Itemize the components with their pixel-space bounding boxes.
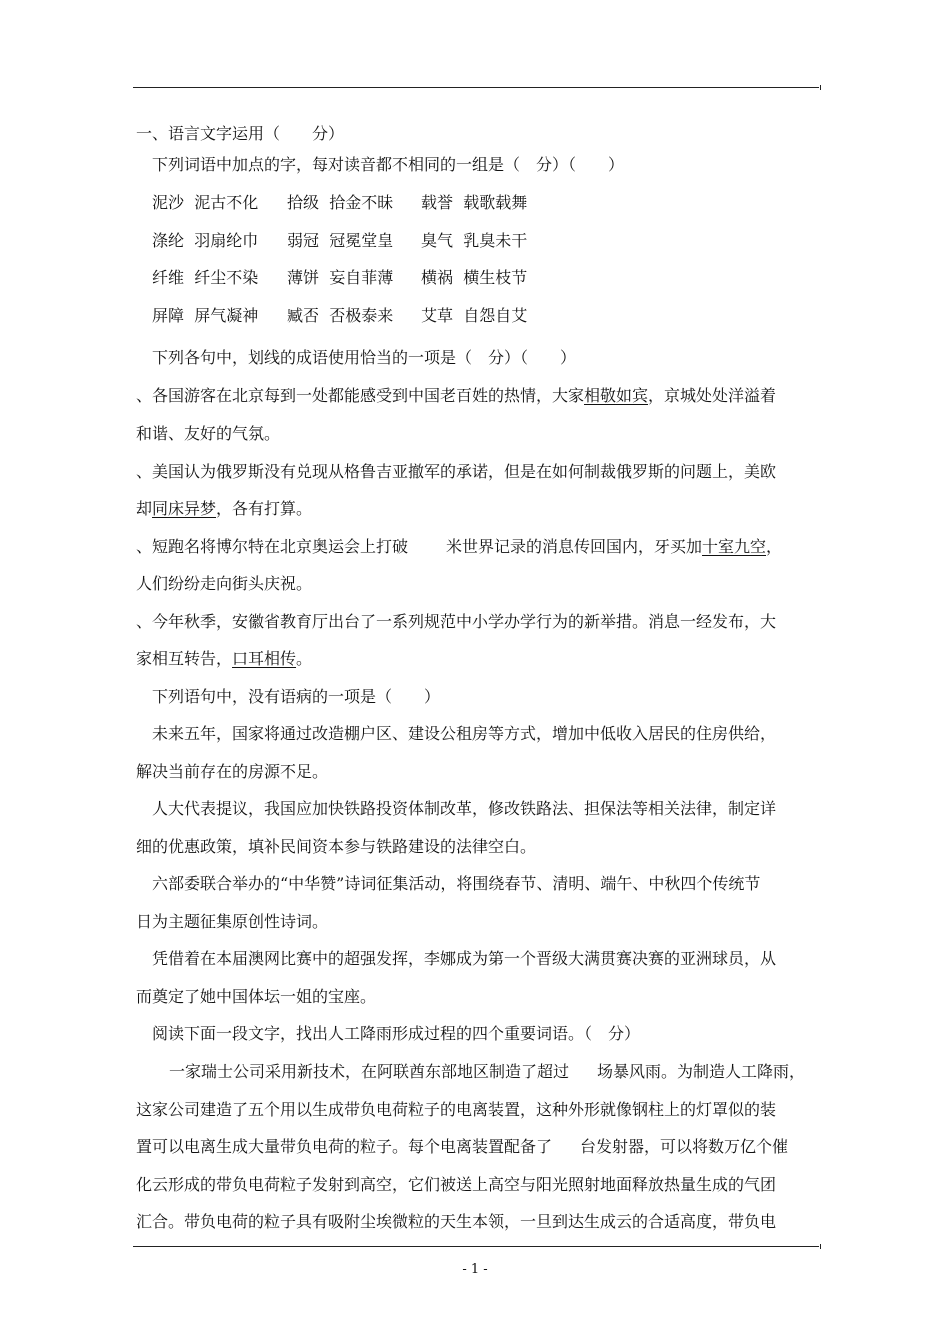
q1-r2-g1: 涤纶 羽扇纶巾	[152, 231, 259, 250]
q3-option-a-line1: 未来五年，国家将通过改造棚户区、建设公租房等方式，增加中低收入居民的住房供给，	[152, 724, 777, 743]
q3-option-c-line2: 日为主题征集原创性诗词。	[136, 912, 329, 931]
q4-passage-line1: 一家瑞士公司采用新技术，在阿联酋东部地区制造了超过 场暴风雨。为制造人工降雨，	[169, 1062, 806, 1081]
section-title: 一、语言文字运用（ 分）	[136, 124, 345, 143]
q1-r3-g1: 纤维 纤尘不染	[152, 268, 259, 287]
q4-passage-line4: 化云形成的带负电荷粒子发射到高空，它们被送上高空与阳光照射地面释放热量生成的气团	[136, 1175, 777, 1194]
q3-option-a-line2: 解决当前存在的房源不足。	[136, 762, 329, 781]
q1-r3-g3: 横祸 横生枝节	[421, 268, 528, 287]
q3-stem: 下列语句中，没有语病的一项是（ ）	[152, 687, 441, 706]
q2-option-a-line1: 、各国游客在北京每到一处都能感受到中国老百姓的热情，大家相敬如宾，京城处处洋溢着	[136, 386, 777, 405]
q1-r3-g2: 薄饼 妄自菲薄	[287, 268, 394, 287]
q3-option-c-line1: 六部委联合举办的“中华赞”诗词征集活动，将围绕春节、清明、端午、中秋四个传统节	[152, 874, 761, 893]
q2-option-d-line1: 、今年秋季，安徽省教育厅出台了一系列规范中小学办学行为的新举措。消息一经发布，大	[136, 612, 777, 631]
q1-r4-g1: 屏障 屏气凝神	[152, 306, 259, 325]
q1-stem: 下列词语中加点的字，每对读音都不相同的一组是（ 分）（ ）	[152, 155, 625, 174]
q2-option-a-line2: 和谐、友好的气氛。	[136, 424, 281, 443]
q2-a-idiom: 相敬如宾	[584, 386, 649, 405]
q1-r2-g3: 臭气 乳臭未干	[421, 231, 528, 250]
q1-r4-g3: 艾草 自怨自艾	[421, 306, 528, 325]
q2-c-idiom: 十室九空	[702, 537, 767, 556]
footer-rule	[133, 1246, 819, 1247]
q2-b-idiom: 同床异梦	[152, 499, 217, 518]
q4-passage-line5: 汇合。带负电荷的粒子具有吸附尘埃微粒的天生本领，一旦到达生成云的合适高度，带负电	[136, 1212, 777, 1231]
q1-r1-g1: 泥沙 泥古不化	[152, 193, 259, 212]
q2-option-b-line1: 、美国认为俄罗斯没有兑现从格鲁吉亚撤军的承诺，但是在如何制裁俄罗斯的问题上，美欧	[136, 462, 777, 481]
q4-stem: 阅读下面一段文字，找出人工降雨形成过程的四个重要词语。（ 分）	[152, 1024, 641, 1043]
q2-option-c-line2: 人们纷纷走向街头庆祝。	[136, 574, 313, 593]
q2-option-c-line1: 、短跑名将博尔特在北京奥运会上打破 米世界记录的消息传回国内，牙买加十室九空，	[136, 537, 783, 556]
q2-option-b-line2: 却同床异梦，各有打算。	[136, 499, 313, 518]
q4-passage-line3: 置可以电离生成大量带负电荷的粒子。每个电离装置配备了 台发射器，可以将数万亿个催	[136, 1137, 789, 1156]
q1-r1-g3: 载誉 载歌载舞	[421, 193, 528, 212]
q3-option-b-line1: 人大代表提议，我国应加快铁路投资体制改革，修改铁路法、担保法等相关法律，制定详	[152, 799, 777, 818]
q1-r1-g2: 拾级 拾金不昧	[287, 193, 394, 212]
q2-stem: 下列各句中，划线的成语使用恰当的一项是（ 分）（ ）	[152, 348, 577, 367]
q4-passage-line2: 这家公司建造了五个用以生成带负电荷粒子的电离装置，这种外形就像钢柱上的灯罩似的装	[136, 1100, 777, 1119]
q2-d-idiom: 口耳相传	[232, 649, 297, 668]
q1-r2-g2: 弱冠 冠冕堂皇	[287, 231, 394, 250]
q3-option-d-line2: 而奠定了她中国体坛一姐的宝座。	[136, 987, 377, 1006]
header-rule	[133, 87, 819, 88]
q3-option-b-line2: 细的优惠政策，填补民间资本参与铁路建设的法律空白。	[136, 837, 537, 856]
q2-option-d-line2: 家相互转告，口耳相传。	[136, 649, 313, 668]
q3-option-d-line1: 凭借着在本届澳网比赛中的超强发挥，李娜成为第一个晋级大满贯赛决赛的亚洲球员，从	[152, 949, 777, 968]
page-number: - 1 -	[462, 1262, 488, 1277]
q1-r4-g2: 臧否 否极泰来	[287, 306, 394, 325]
